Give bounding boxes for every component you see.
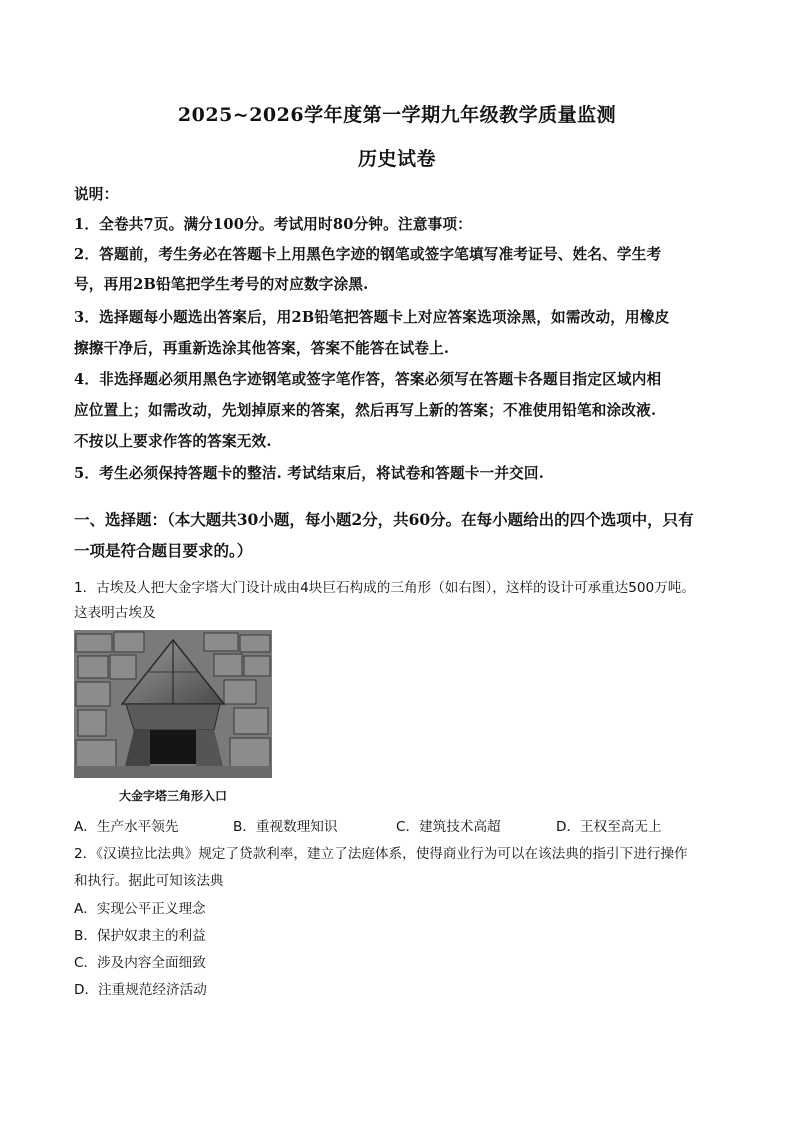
- question-2-stem: 2．《汉谟拉比法典》规定了贷款利率，建立了法庭体系，使得商业行为可以在该法典的指引下进行操作: [74, 846, 688, 862]
- pyramid-entrance-image: [74, 630, 272, 778]
- instruction-line: 应位置上；如需改动，先划掉原来的答案，然后再写上新的答案；不准使用铅笔和涂改液.: [74, 402, 657, 419]
- instruction-line: 1．全卷共7页。满分100分。考试用时80分钟。注意事项：: [74, 216, 472, 233]
- figure-caption: 大金字塔三角形入口: [118, 789, 227, 803]
- instruction-line: 4．非选择题必须用黑色字迹钢笔或签字笔作答，答案必须写在答题卡各题目指定区域内相: [74, 371, 662, 388]
- instruction-line: 不按以上要求作答的答案无效.: [74, 433, 272, 450]
- instruction-line: 擦擦干净后，再重新选涂其他答案，答案不能答在试卷上.: [74, 340, 450, 357]
- q1-option-d: D．王权至高无上: [556, 819, 662, 835]
- instruction-line: 3．选择题每小题选出答案后，用2B铅笔把答题卡上对应答案选项涂黑，如需改动，用橡皮: [74, 309, 670, 326]
- exam-subtitle: 历史试卷: [357, 148, 436, 170]
- q1-option-c: C．建筑技术高超: [396, 819, 501, 835]
- instruction-line: 2．答题前，考生务必在答题卡上用黑色字迹的钢笔或签字笔填写准考证号、姓名、学生考: [74, 246, 662, 263]
- q2-option-b: B．保护奴隶主的利益: [74, 928, 206, 944]
- question-2-stem-cont: 和执行。据此可知该法典: [74, 873, 224, 889]
- q2-option-c: C．涉及内容全面细致: [74, 955, 206, 971]
- instruction-line: 号，再用2B铅笔把学生考号的对应数字涂黑.: [74, 276, 369, 293]
- instruction-line: 5．考生必须保持答题卡的整洁. 考试结束后，将试卷和答题卡一并交回.: [74, 465, 545, 482]
- q1-option-b: B．重视数理知识: [233, 819, 338, 835]
- section-heading-cont: 一项是符合题目要求的。）: [74, 541, 253, 560]
- question-1-stem-cont: 这表明古埃及: [74, 605, 156, 621]
- q1-option-a: A．生产水平领先: [74, 819, 179, 835]
- question-1-stem: 1．古埃及人把大金字塔大门设计成由4块巨石构成的三角形（如右图），这样的设计可承重达500万吨。: [74, 580, 695, 596]
- section-heading: 一、选择题：（本大题共30小题，每小题2分，共60分。在每小题给出的四个选项中，只有: [74, 510, 694, 529]
- instructions-heading: 说明：: [74, 186, 119, 203]
- q2-option-a: A．实现公平正义理念: [74, 901, 206, 917]
- q2-option-d: D．注重规范经济活动: [74, 982, 207, 998]
- exam-title: 2025~2026学年度第一学期九年级教学质量监测: [177, 104, 617, 126]
- pyramid-entrance-photo: [74, 630, 272, 778]
